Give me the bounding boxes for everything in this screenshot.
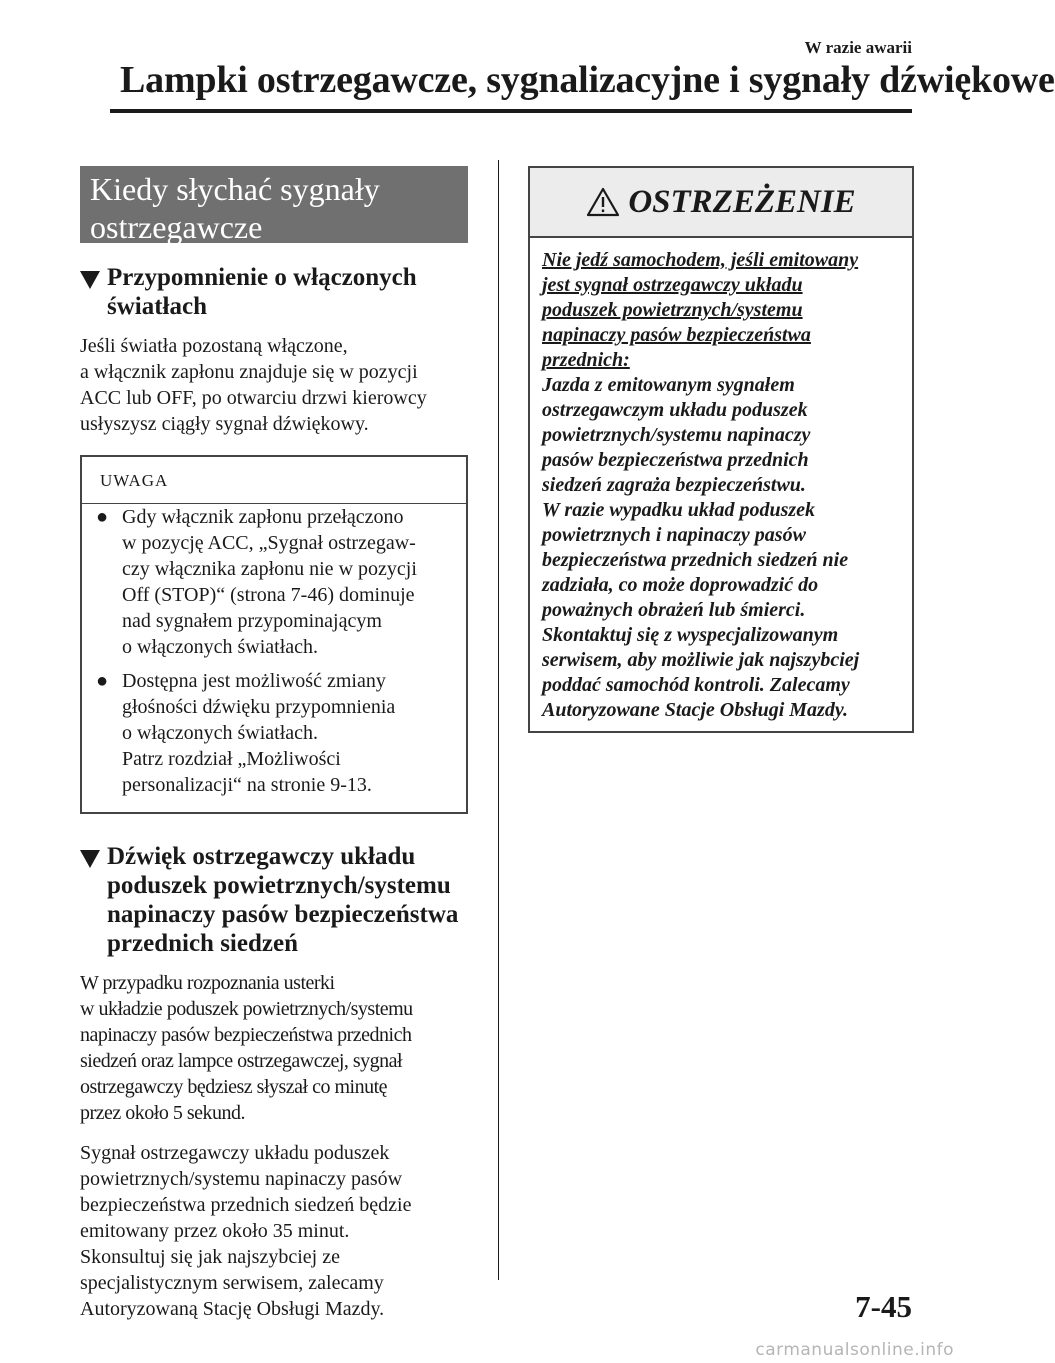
warning-underlined-line: napinaczy pasów bezpieczeństwa bbox=[542, 324, 811, 346]
text-line: Autoryzowaną Stację Obsługi Mazdy. bbox=[80, 1298, 385, 1320]
section-title-box bbox=[80, 166, 468, 243]
warning-line: powietrznych i napinaczy pasów bbox=[542, 524, 806, 546]
page-title: Lampki ostrzegawcze, sygnalizacyjne i sygnały dźwiękowe bbox=[120, 59, 1055, 101]
header-rule bbox=[110, 109, 912, 113]
left-column bbox=[80, 166, 468, 1322]
warning-line: poddać samochód kontroli. Zalecamy bbox=[542, 674, 850, 696]
warning-header bbox=[530, 168, 912, 238]
warning-underlined-line: poduszek powietrznych/systemu bbox=[542, 299, 803, 321]
text-line: nad sygnałem przypominającym bbox=[122, 610, 382, 632]
text-line: w układzie poduszek powietrznych/systemu bbox=[80, 998, 413, 1020]
section-title-line: ostrzegawcze bbox=[90, 209, 263, 245]
subheading-line: Przypomnienie o włączonych bbox=[107, 264, 417, 291]
bullet-icon: ● bbox=[96, 670, 109, 692]
text-line: Dostępna jest możliwość zmiany bbox=[122, 670, 386, 692]
text-line: napinaczy pasów bezpieczeństwa przednich bbox=[80, 1024, 412, 1046]
down-triangle-icon bbox=[80, 850, 100, 868]
text-line: o włączonych światłach. bbox=[122, 722, 319, 744]
airbag-paragraph-2 bbox=[80, 1140, 468, 1322]
text-line: bezpieczeństwa przednich siedzeń będzie bbox=[80, 1194, 412, 1216]
text-line: głośności dźwięku przypomnienia bbox=[122, 696, 396, 718]
note-box bbox=[80, 455, 468, 814]
text-line: o włączonych światłach. bbox=[122, 636, 319, 658]
down-triangle-icon bbox=[80, 271, 100, 289]
text-line: przez około 5 sekund. bbox=[80, 1102, 246, 1124]
subheading-line: poduszek powietrznych/systemu bbox=[107, 872, 451, 899]
warning-line: bezpieczeństwa przednich siedzeń nie bbox=[542, 549, 849, 571]
watermark: carmanualsonline.info bbox=[755, 1340, 954, 1360]
subheading-line: przednich siedzeń bbox=[107, 930, 298, 957]
right-column bbox=[528, 166, 914, 733]
note-title: UWAGA bbox=[82, 457, 466, 504]
text-line: usłyszysz ciągły sygnał dźwiękowy. bbox=[80, 413, 369, 435]
text-line: Patrz rozdział „Możliwości bbox=[122, 748, 341, 770]
text-line: powietrznych/systemu napinaczy pasów bbox=[80, 1168, 403, 1190]
warning-line: poważnych obrażeń lub śmierci. bbox=[542, 599, 806, 621]
header-section-label: W razie awarii bbox=[804, 38, 912, 57]
text-line: specjalistycznym serwisem, zalecamy bbox=[80, 1272, 384, 1294]
warning-triangle-icon bbox=[586, 187, 620, 217]
warning-line: Jazda z emitowanym sygnałem bbox=[542, 374, 795, 396]
warning-underlined-line: Nie jedź samochodem, jeśli emitowany bbox=[542, 249, 859, 271]
section-title-line: Kiedy słychać sygnały bbox=[90, 171, 380, 207]
subheading-line: napinaczy pasów bezpieczeństwa bbox=[107, 901, 459, 928]
warning-line: ostrzegawczym układu poduszek bbox=[542, 399, 808, 421]
text-line: ostrzegawczy będziesz słyszał co minutę bbox=[80, 1076, 388, 1098]
warning-line: W razie wypadku układ poduszek bbox=[542, 499, 816, 521]
text-line: Off (STOP)“ (strona 7-46) dominuje bbox=[122, 584, 415, 606]
subheading-light-reminder bbox=[80, 263, 468, 321]
warning-line: siedzeń zagraża bezpieczeństwu. bbox=[542, 474, 806, 496]
page-number: 7-45 bbox=[855, 1289, 912, 1324]
note-item bbox=[82, 668, 466, 812]
text-line: personalizacji“ na stronie 9-13. bbox=[122, 774, 372, 796]
subheading-line: Dźwięk ostrzegawczy układu bbox=[107, 843, 416, 870]
text-line: emitowany przez około 35 minut. bbox=[80, 1220, 350, 1242]
warning-line: zadziała, co może doprowadzić do bbox=[542, 574, 819, 596]
text-line: Skonsultuj się jak najszybciej ze bbox=[80, 1246, 340, 1268]
warning-title: OSTRZEŻENIE bbox=[628, 183, 856, 220]
text-line: Gdy włącznik zapłonu przełączono bbox=[122, 506, 404, 528]
warning-underlined-line: przednich: bbox=[542, 349, 630, 371]
text-line: Sygnał ostrzegawczy układu poduszek bbox=[80, 1142, 390, 1164]
text-line: Jeśli światła pozostaną włączone, bbox=[80, 335, 348, 357]
text-line: czy włącznika zapłonu nie w pozycji bbox=[122, 558, 417, 580]
subheading-airbag-signal bbox=[80, 842, 468, 958]
bullet-icon: ● bbox=[96, 506, 109, 528]
note-item bbox=[82, 504, 466, 660]
warning-line: powietrznych/systemu napinaczy bbox=[542, 424, 811, 446]
light-reminder-paragraph bbox=[80, 333, 468, 437]
warning-line: Autoryzowane Stacje Obsługi Mazdy. bbox=[542, 699, 848, 721]
warning-line: serwisem, aby możliwie jak najszybciej bbox=[542, 649, 860, 671]
warning-body bbox=[530, 238, 912, 723]
warning-underlined-line: jest sygnał ostrzegawczy układu bbox=[542, 274, 803, 296]
warning-line: pasów bezpieczeństwa przednich bbox=[542, 449, 809, 471]
text-line: ACC lub OFF, po otwarciu drzwi kierowcy bbox=[80, 387, 427, 409]
text-line: w pozycję ACC, „Sygnał ostrzegaw- bbox=[122, 532, 416, 554]
warning-box bbox=[528, 166, 914, 733]
subheading-line: światłach bbox=[107, 293, 207, 320]
column-divider bbox=[498, 160, 499, 1280]
text-line: W przypadku rozpoznania usterki bbox=[80, 972, 335, 994]
warning-line: Skontaktuj się z wyspecjalizowanym bbox=[542, 624, 839, 646]
airbag-paragraph-1 bbox=[80, 970, 468, 1126]
text-line: a włącznik zapłonu znajduje się w pozycji bbox=[80, 361, 418, 383]
text-line: siedzeń oraz lampce ostrzegawczej, sygnał bbox=[80, 1050, 403, 1072]
